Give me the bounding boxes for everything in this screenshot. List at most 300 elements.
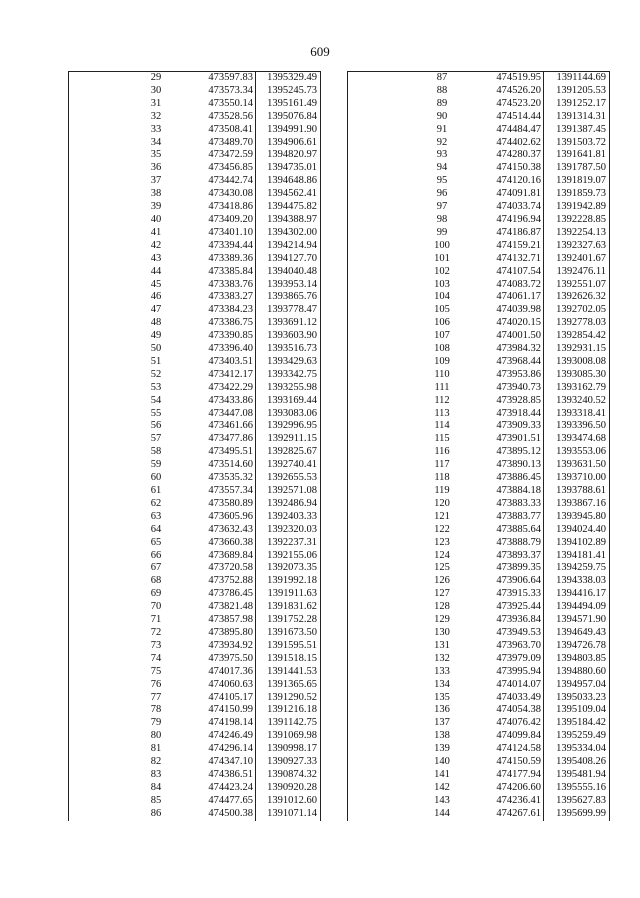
blank-cell <box>69 253 122 266</box>
blank-cell <box>69 511 122 524</box>
y-coordinate-cell: 1393691.12 <box>256 317 321 330</box>
point-number-cell: 82 <box>150 756 162 768</box>
x-coordinate-cell: 474477.65 <box>208 794 253 806</box>
point-number-cell: 116 <box>434 446 450 458</box>
x-coordinate-cell: 473689.84 <box>208 549 253 561</box>
blank-cell <box>69 704 122 717</box>
x-coordinate-cell: 473495.51 <box>208 446 253 458</box>
x-coordinate-cell: 473901.51 <box>496 433 541 445</box>
x-coordinate-cell: 474150.38 <box>496 162 541 174</box>
point-number-cell: 111 <box>434 381 450 393</box>
y-coordinate-cell: 1393474.68 <box>544 433 610 446</box>
blank-cell <box>348 395 407 408</box>
point-number-cell: 35 <box>150 149 162 161</box>
x-coordinate-cell: 474014.07 <box>496 678 541 690</box>
point-number-cell: 41 <box>150 226 162 238</box>
x-coordinate-cell: 473925.44 <box>496 601 541 613</box>
x-coordinate-cell: 474132.71 <box>496 252 541 264</box>
y-coordinate-cell: 1395408.26 <box>544 756 610 769</box>
blank-cell <box>69 85 122 98</box>
table-row <box>69 575 321 588</box>
x-coordinate-cell: 473963.70 <box>496 639 541 651</box>
y-coordinate-cell: 1391290.52 <box>256 692 321 705</box>
table-row <box>348 227 610 240</box>
x-coordinate-cell: 474054.38 <box>496 704 541 716</box>
point-number-cell: 79 <box>150 717 162 729</box>
table-row <box>348 640 610 653</box>
point-number-cell: 34 <box>150 136 162 148</box>
point-number-cell: 49 <box>150 330 162 342</box>
x-coordinate-cell: 473883.33 <box>496 497 541 509</box>
y-coordinate-cell: 1391216.18 <box>256 704 321 717</box>
table-row <box>348 704 610 717</box>
y-coordinate-cell: 1393603.90 <box>256 330 321 343</box>
table-row <box>69 562 321 575</box>
y-coordinate-cell: 1394571.90 <box>544 614 610 627</box>
point-number-cell: 106 <box>434 317 450 329</box>
blank-cell <box>348 717 407 730</box>
blank-cell <box>69 653 122 666</box>
y-coordinate-cell: 1395245.73 <box>256 85 321 98</box>
blank-cell <box>348 537 407 550</box>
y-coordinate-cell: 1393778.47 <box>256 304 321 317</box>
table-row <box>348 279 610 292</box>
point-number-cell: 140 <box>434 756 450 768</box>
point-number-cell: 52 <box>150 368 162 380</box>
blank-cell <box>69 175 122 188</box>
table-row <box>69 472 321 485</box>
point-number-cell: 128 <box>434 601 450 613</box>
blank-cell <box>348 459 407 472</box>
point-number-cell: 99 <box>436 226 448 238</box>
y-coordinate-cell: 1391787.50 <box>544 162 610 175</box>
point-number-cell: 65 <box>150 536 162 548</box>
point-number-cell: 50 <box>150 343 162 355</box>
blank-cell <box>69 266 122 279</box>
x-coordinate-cell: 473899.35 <box>496 562 541 574</box>
table-row <box>69 485 321 498</box>
blank-cell <box>69 330 122 343</box>
blank-cell <box>69 679 122 692</box>
x-coordinate-cell: 473886.45 <box>496 472 541 484</box>
y-coordinate-cell: 1392476.11 <box>544 266 610 279</box>
table-row <box>69 72 321 85</box>
x-coordinate-cell: 473968.44 <box>496 355 541 367</box>
point-number-cell: 71 <box>150 614 162 626</box>
x-coordinate-cell: 474296.14 <box>208 743 253 755</box>
y-coordinate-cell: 1392486.94 <box>256 498 321 511</box>
point-number-cell: 97 <box>436 201 448 213</box>
blank-cell <box>348 111 407 124</box>
point-number-cell: 64 <box>150 523 162 535</box>
x-coordinate-cell: 473786.45 <box>208 588 253 600</box>
blank-cell <box>348 782 407 795</box>
y-coordinate-cell: 1391595.51 <box>256 640 321 653</box>
table-row <box>69 369 321 382</box>
blank-cell <box>69 743 122 756</box>
y-coordinate-cell: 1395161.49 <box>256 98 321 111</box>
x-coordinate-cell: 473884.18 <box>496 485 541 496</box>
blank-cell <box>348 253 407 266</box>
y-coordinate-cell: 1393945.80 <box>544 511 610 524</box>
table-row <box>348 679 610 692</box>
blank-cell <box>69 730 122 743</box>
table-row <box>69 601 321 614</box>
y-coordinate-cell: 1394562.41 <box>256 188 321 201</box>
x-coordinate-cell: 474386.51 <box>208 768 253 780</box>
blank-cell <box>348 369 407 382</box>
blank-cell <box>348 446 407 459</box>
table-row <box>348 201 610 214</box>
table-row <box>348 795 610 808</box>
point-number-cell: 93 <box>436 149 448 161</box>
table-row <box>69 214 321 227</box>
x-coordinate-cell: 473885.64 <box>496 523 541 535</box>
blank-cell <box>348 550 407 563</box>
y-coordinate-cell: 1394648.86 <box>256 175 321 188</box>
y-coordinate-cell: 1393255.98 <box>256 382 321 395</box>
point-number-cell: 91 <box>436 123 448 135</box>
x-coordinate-cell: 473909.33 <box>496 420 541 432</box>
x-coordinate-cell: 473906.64 <box>496 575 541 587</box>
y-coordinate-cell: 1395699.99 <box>544 808 610 821</box>
table-row <box>348 666 610 679</box>
x-coordinate-cell: 473915.33 <box>496 588 541 600</box>
x-coordinate-cell: 474061.17 <box>496 291 541 303</box>
table-row <box>348 162 610 175</box>
y-coordinate-cell: 1393083.06 <box>256 408 321 421</box>
blank-cell <box>348 162 407 175</box>
y-coordinate-cell: 1395334.04 <box>544 743 610 756</box>
y-coordinate-cell: 1392073.35 <box>256 562 321 575</box>
table-row <box>69 162 321 175</box>
y-coordinate-cell: 1392228.85 <box>544 214 610 227</box>
y-coordinate-cell: 1393162.79 <box>544 382 610 395</box>
x-coordinate-cell: 473489.70 <box>208 136 253 148</box>
table-row <box>348 756 610 769</box>
blank-cell <box>348 227 407 240</box>
blank-cell <box>69 498 122 511</box>
blank-cell <box>348 279 407 292</box>
y-coordinate-cell: 1394024.40 <box>544 524 610 537</box>
x-coordinate-cell: 473984.32 <box>496 343 541 355</box>
table-row <box>348 395 610 408</box>
y-coordinate-cell: 1391441.53 <box>256 666 321 679</box>
y-coordinate-cell: 1392320.03 <box>256 524 321 537</box>
table-row <box>348 769 610 782</box>
y-coordinate-cell: 1393318.41 <box>544 408 610 421</box>
y-coordinate-cell: 1394475.82 <box>256 201 321 214</box>
blank-cell <box>348 808 407 821</box>
x-coordinate-cell: 473385.84 <box>208 265 253 277</box>
point-number-cell: 90 <box>436 110 448 122</box>
y-coordinate-cell: 1390998.17 <box>256 743 321 756</box>
table-row <box>348 575 610 588</box>
table-row <box>69 356 321 369</box>
blank-cell <box>69 188 122 201</box>
point-number-cell: 76 <box>150 678 162 690</box>
table-row <box>348 498 610 511</box>
x-coordinate-cell: 474020.15 <box>496 317 541 329</box>
point-number-cell: 44 <box>150 265 162 277</box>
blank-cell <box>69 588 122 601</box>
blank-cell <box>348 692 407 705</box>
point-number-cell: 63 <box>150 510 162 522</box>
x-coordinate-cell: 473557.34 <box>208 485 253 496</box>
point-number-cell: 31 <box>150 97 162 109</box>
point-number-cell: 98 <box>436 213 448 225</box>
y-coordinate-cell: 1390927.33 <box>256 756 321 769</box>
table-row <box>348 562 610 575</box>
table-row <box>69 343 321 356</box>
point-number-cell: 130 <box>434 626 450 638</box>
y-coordinate-cell: 1391859.73 <box>544 188 610 201</box>
blank-cell <box>69 356 122 369</box>
blank-cell <box>348 743 407 756</box>
table-row <box>69 717 321 730</box>
x-coordinate-cell: 473895.80 <box>208 626 253 638</box>
y-coordinate-cell: 1394181.41 <box>544 550 610 563</box>
table-row <box>69 666 321 679</box>
point-number-cell: 68 <box>150 575 162 587</box>
blank-cell <box>69 149 122 162</box>
point-number-cell: 108 <box>434 343 450 355</box>
table-row <box>69 627 321 640</box>
blank-cell <box>348 240 407 253</box>
y-coordinate-cell: 1394803.85 <box>544 653 610 666</box>
table-row <box>69 730 321 743</box>
y-coordinate-cell: 1394416.17 <box>544 588 610 601</box>
blank-cell <box>69 795 122 808</box>
table-row <box>348 511 610 524</box>
table-row <box>69 188 321 201</box>
x-coordinate-cell: 474033.74 <box>496 201 541 213</box>
blank-cell <box>69 137 122 150</box>
table-row <box>69 175 321 188</box>
x-coordinate-cell: 474083.72 <box>496 278 541 290</box>
blank-cell <box>348 433 407 446</box>
x-coordinate-cell: 473389.36 <box>208 252 253 264</box>
table-row <box>69 149 321 162</box>
y-coordinate-cell: 1394820.97 <box>256 149 321 162</box>
point-number-cell: 74 <box>150 652 162 664</box>
table-row <box>69 679 321 692</box>
x-coordinate-cell: 473535.32 <box>208 472 253 484</box>
point-number-cell: 124 <box>434 549 450 561</box>
table-row <box>348 266 610 279</box>
point-number-cell: 122 <box>434 523 450 535</box>
table-row <box>348 240 610 253</box>
blank-cell <box>348 266 407 279</box>
table-row <box>348 627 610 640</box>
blank-cell <box>348 704 407 717</box>
point-number-cell: 125 <box>434 562 450 574</box>
x-coordinate-cell: 473477.86 <box>208 433 253 445</box>
x-coordinate-cell: 474206.60 <box>496 781 541 793</box>
y-coordinate-cell: 1394649.43 <box>544 627 610 640</box>
point-number-cell: 107 <box>434 330 450 342</box>
point-number-cell: 92 <box>436 136 448 148</box>
blank-cell <box>69 692 122 705</box>
y-coordinate-cell: 1392740.41 <box>256 459 321 472</box>
y-coordinate-cell: 1394259.75 <box>544 562 610 575</box>
blank-cell <box>69 627 122 640</box>
blank-cell <box>348 72 407 85</box>
blank-cell <box>348 188 407 201</box>
y-coordinate-cell: 1393865.76 <box>256 291 321 304</box>
y-coordinate-cell: 1394338.03 <box>544 575 610 588</box>
point-number-cell: 104 <box>434 291 450 303</box>
y-coordinate-cell: 1391387.45 <box>544 124 610 137</box>
x-coordinate-cell: 474159.21 <box>496 239 541 251</box>
table-row <box>69 498 321 511</box>
y-coordinate-cell: 1391069.98 <box>256 730 321 743</box>
y-coordinate-cell: 1395329.49 <box>256 72 321 85</box>
x-coordinate-cell: 473918.44 <box>496 407 541 419</box>
blank-cell <box>348 524 407 537</box>
y-coordinate-cell: 1393169.44 <box>256 395 321 408</box>
point-number-cell: 102 <box>434 265 450 277</box>
y-coordinate-cell: 1391831.62 <box>256 601 321 614</box>
table-row <box>348 72 610 85</box>
x-coordinate-cell: 474347.10 <box>208 756 253 768</box>
x-coordinate-cell: 473384.23 <box>208 304 253 316</box>
y-coordinate-cell: 1392155.06 <box>256 550 321 563</box>
x-coordinate-cell: 474267.61 <box>496 807 541 819</box>
y-coordinate-cell: 1394957.04 <box>544 679 610 692</box>
y-coordinate-cell: 1393953.14 <box>256 279 321 292</box>
point-number-cell: 45 <box>150 278 162 290</box>
x-coordinate-cell: 474500.38 <box>208 807 253 819</box>
blank-cell <box>348 679 407 692</box>
blank-cell <box>69 614 122 627</box>
table-row <box>348 330 610 343</box>
x-coordinate-cell: 473447.08 <box>208 407 253 419</box>
table-row <box>348 343 610 356</box>
x-coordinate-cell: 474246.49 <box>208 730 253 742</box>
y-coordinate-cell: 1392778.03 <box>544 317 610 330</box>
x-coordinate-cell: 474060.63 <box>208 678 253 690</box>
x-coordinate-cell: 474033.49 <box>496 691 541 703</box>
table-row <box>69 279 321 292</box>
x-coordinate-cell: 474001.50 <box>496 330 541 342</box>
point-number-cell: 81 <box>150 743 162 755</box>
table-row <box>69 240 321 253</box>
y-coordinate-cell: 1392702.05 <box>544 304 610 317</box>
table-row <box>69 446 321 459</box>
x-coordinate-cell: 473605.96 <box>208 510 253 522</box>
y-coordinate-cell: 1393396.50 <box>544 420 610 433</box>
blank-cell <box>69 782 122 795</box>
table-row <box>69 433 321 446</box>
y-coordinate-cell: 1395033.23 <box>544 692 610 705</box>
table-row <box>348 382 610 395</box>
x-coordinate-cell: 474236.41 <box>496 794 541 806</box>
table-row <box>348 808 610 821</box>
blank-cell <box>69 124 122 137</box>
table-row <box>69 201 321 214</box>
y-coordinate-cell: 1394735.01 <box>256 162 321 175</box>
x-coordinate-cell: 474423.24 <box>208 781 253 793</box>
point-number-cell: 56 <box>150 420 162 432</box>
blank-cell <box>348 666 407 679</box>
point-number-cell: 139 <box>434 743 450 755</box>
point-number-cell: 137 <box>434 717 450 729</box>
table-row <box>69 330 321 343</box>
point-number-cell: 120 <box>434 497 450 509</box>
table-row <box>348 524 610 537</box>
table-row <box>69 459 321 472</box>
table-row <box>348 537 610 550</box>
y-coordinate-cell: 1394494.09 <box>544 601 610 614</box>
point-number-cell: 33 <box>150 123 162 135</box>
point-number-cell: 42 <box>150 239 162 251</box>
y-coordinate-cell: 1394880.60 <box>544 666 610 679</box>
y-coordinate-cell: 1391641.81 <box>544 149 610 162</box>
x-coordinate-cell: 473386.75 <box>208 317 253 329</box>
table-row <box>348 188 610 201</box>
y-coordinate-cell: 1394214.94 <box>256 240 321 253</box>
x-coordinate-cell: 473508.41 <box>208 123 253 135</box>
y-coordinate-cell: 1393516.73 <box>256 343 321 356</box>
coordinates-table-left <box>68 71 321 821</box>
x-coordinate-cell: 474120.16 <box>496 175 541 187</box>
blank-cell <box>348 291 407 304</box>
point-number-cell: 39 <box>150 201 162 213</box>
x-coordinate-cell: 474514.44 <box>496 110 541 122</box>
blank-cell <box>69 717 122 730</box>
x-coordinate-cell: 474186.87 <box>496 226 541 238</box>
x-coordinate-cell: 474039.98 <box>496 304 541 316</box>
blank-cell <box>69 756 122 769</box>
point-number-cell: 126 <box>434 575 450 587</box>
point-number-cell: 131 <box>434 639 450 651</box>
point-number-cell: 73 <box>150 639 162 651</box>
table-row <box>69 588 321 601</box>
point-number-cell: 96 <box>436 188 448 200</box>
table-row <box>69 124 321 137</box>
point-number-cell: 100 <box>434 239 450 251</box>
table-row <box>69 291 321 304</box>
x-coordinate-cell: 473752.88 <box>208 575 253 587</box>
x-coordinate-cell: 473442.74 <box>208 175 253 187</box>
y-coordinate-cell: 1391071.14 <box>256 808 321 821</box>
y-coordinate-cell: 1394040.48 <box>256 266 321 279</box>
blank-cell <box>69 304 122 317</box>
table-row <box>348 85 610 98</box>
point-number-cell: 121 <box>434 510 450 522</box>
table-row <box>69 743 321 756</box>
y-coordinate-cell: 1392911.15 <box>256 433 321 446</box>
table-row <box>348 588 610 601</box>
blank-cell <box>348 575 407 588</box>
blank-cell <box>69 640 122 653</box>
point-number-cell: 141 <box>434 768 450 780</box>
point-number-cell: 40 <box>150 213 162 225</box>
blank-cell <box>348 201 407 214</box>
blank-cell <box>348 304 407 317</box>
x-coordinate-cell: 473383.76 <box>208 278 253 290</box>
point-number-cell: 135 <box>434 691 450 703</box>
point-number-cell: 32 <box>150 110 162 122</box>
table-row <box>69 98 321 111</box>
table-row <box>348 446 610 459</box>
point-number-cell: 88 <box>436 84 448 96</box>
x-coordinate-cell: 473401.10 <box>208 226 253 238</box>
table-row <box>69 537 321 550</box>
point-number-cell: 94 <box>436 162 448 174</box>
table-row <box>348 214 610 227</box>
